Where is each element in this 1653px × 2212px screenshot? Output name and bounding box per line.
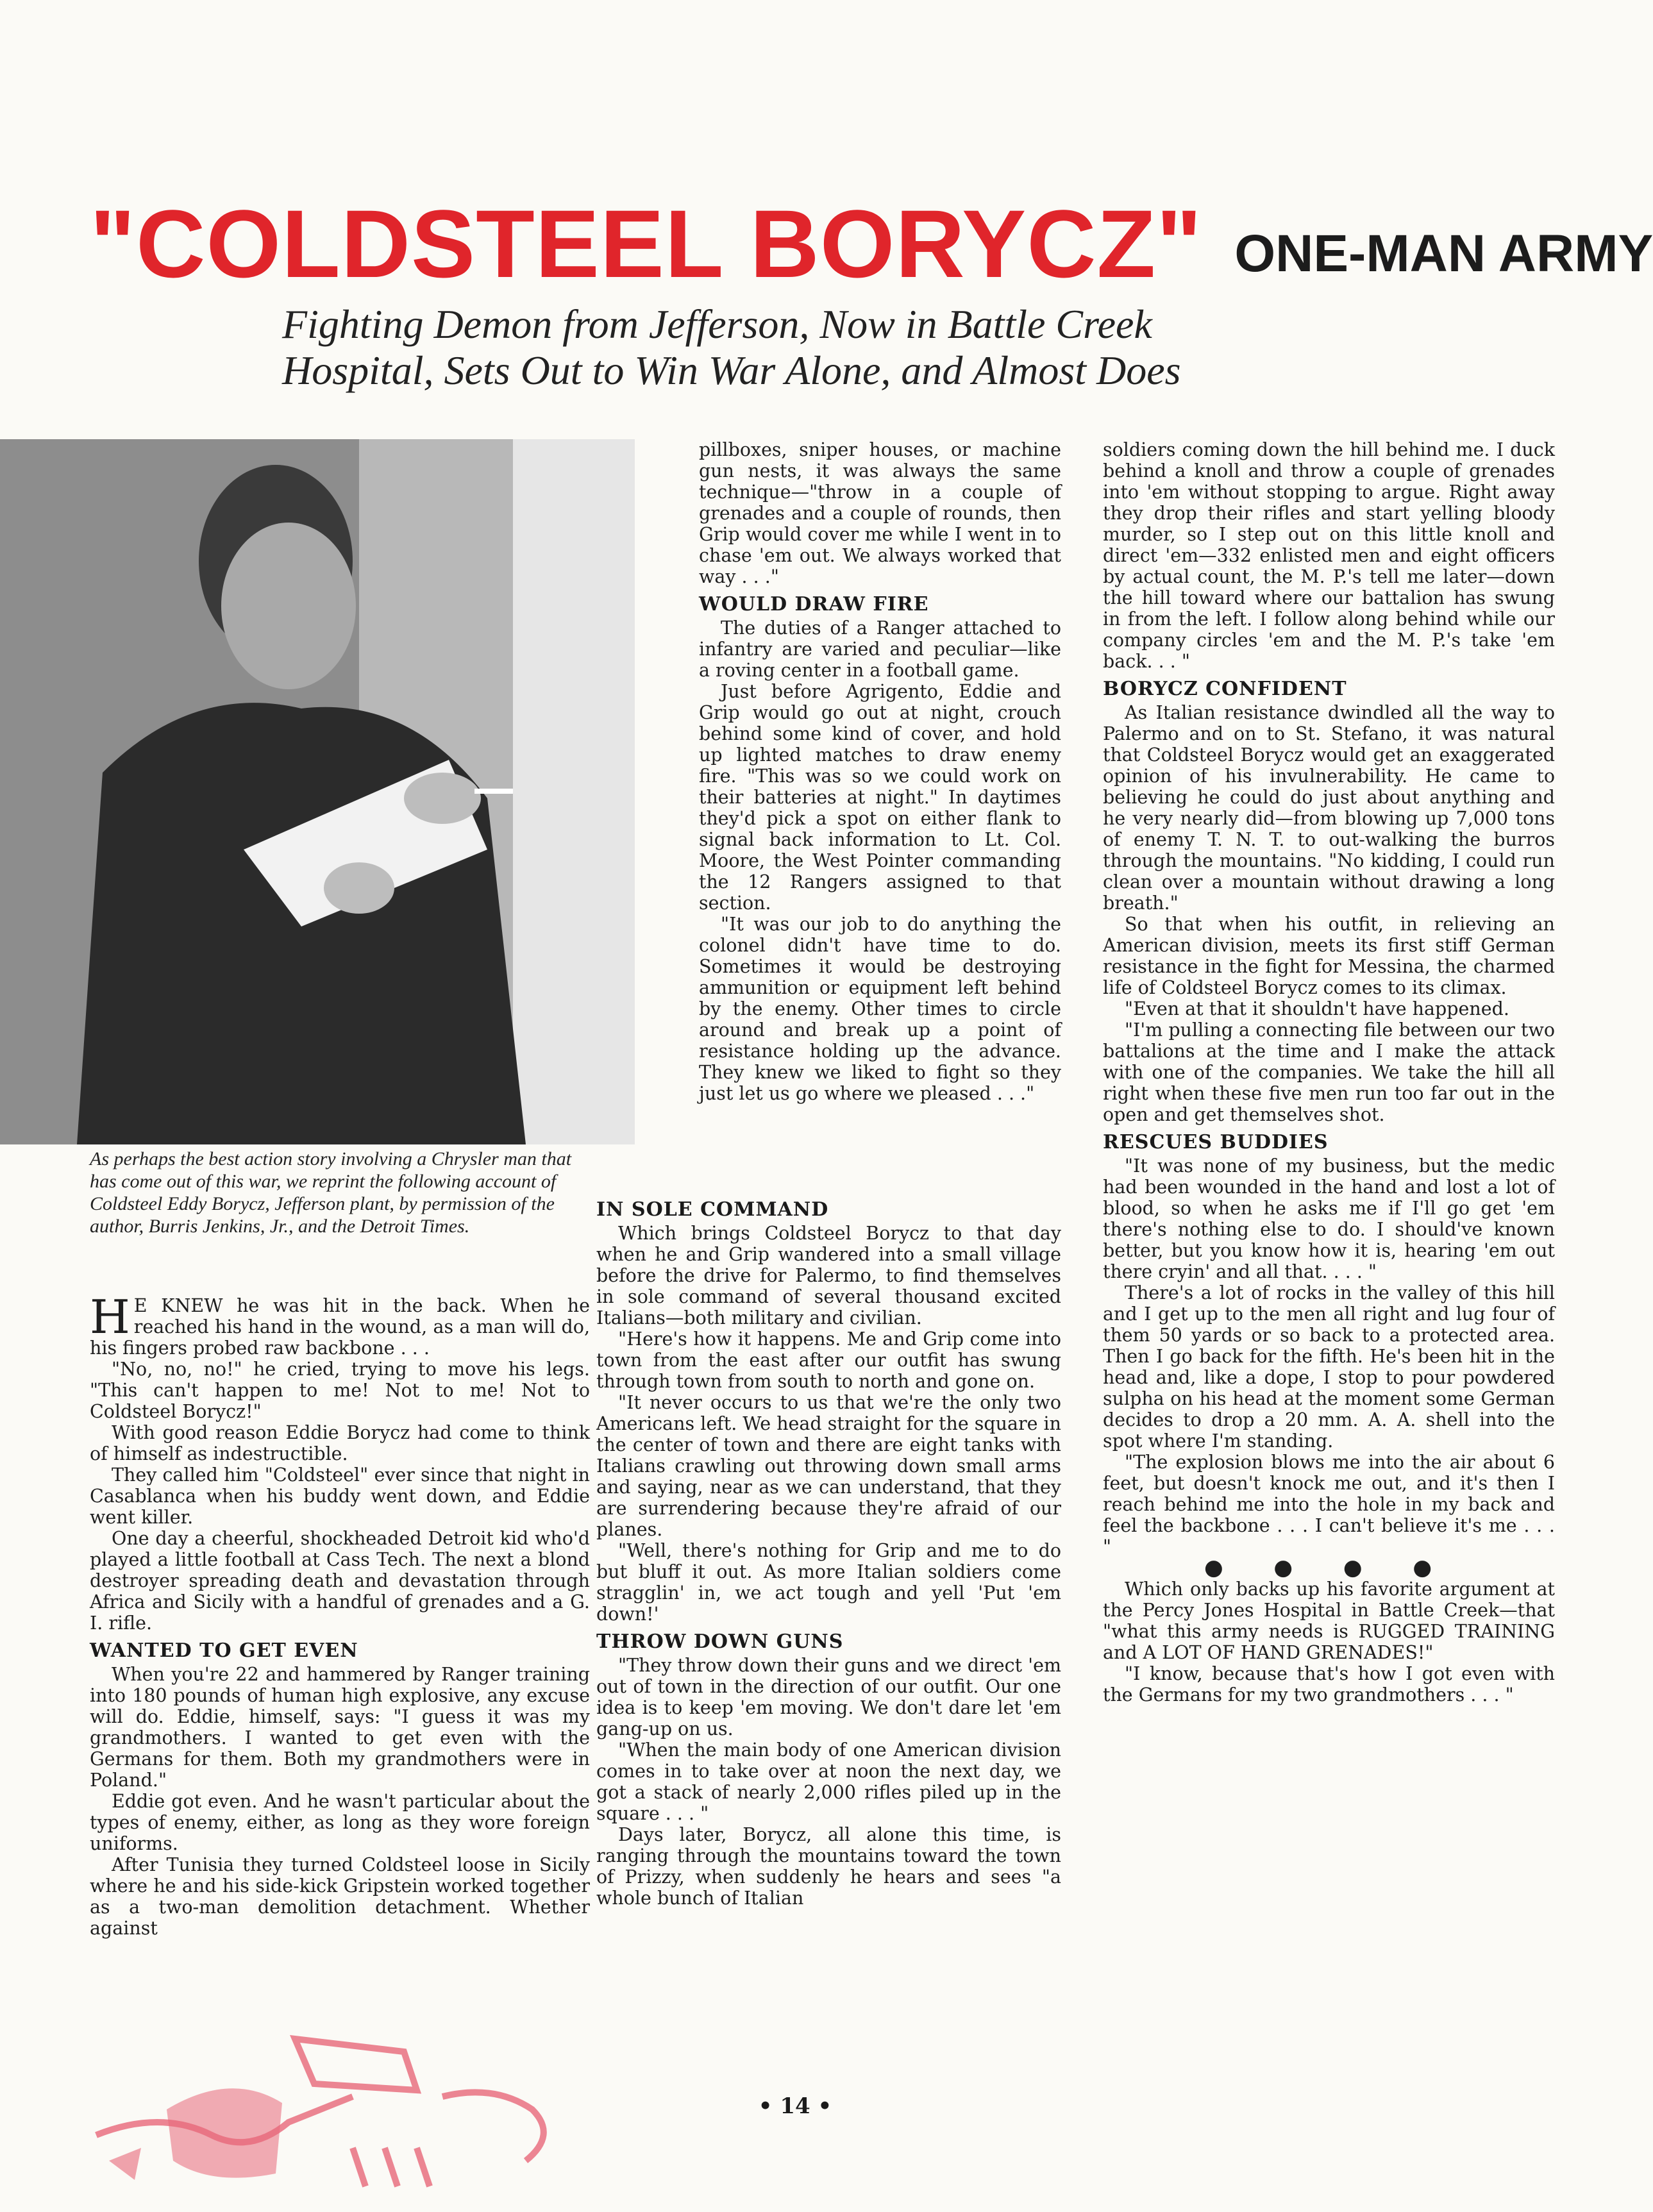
- paragraph: "The explosion blows me into the air about 6 feet, but doesn't knock me out, and it's then I reach behind me into the hole in my back and feel the backbone . . . I can't believe it's me . . . ": [1103, 1452, 1555, 1557]
- page-number: • 14 •: [758, 2093, 832, 2119]
- section-heading: IN SOLE COMMAND: [596, 1198, 829, 1221]
- paragraph: So that when his outfit, in relieving an American division, meets its first stiff German resistance in the fight for Messina, the charmed life of Coldsteel Borycz comes to its climax.: [1103, 914, 1555, 998]
- paragraph: "They throw down their guns and we direct 'em out of town in the direction of our outfit. Our one idea is to keep 'em moving. We don't dare let 'em gang-up on us.: [596, 1655, 1061, 1739]
- bullet-separator: ● ● ● ●: [1204, 1555, 1454, 1580]
- column-1: [90, 1290, 590, 1939]
- paragraph: Eddie got even. And he wasn't particular about the types of enemy, either, as long as they wore foreign uniforms.: [90, 1791, 590, 1854]
- paragraph: They called him "Coldsteel" ever since that night in Casablanca when his buddy went down, and Eddie went killer.: [90, 1464, 590, 1528]
- section-heading: RESCUES BUDDIES: [1103, 1131, 1329, 1153]
- paragraph: "It never occurs to us that we're the only two Americans left. We head straight for the square in the center of town and there are eight tanks with Italians crawling out throwing down small arms and saying, near as we can understand, that they are surrendering because they're afraid of our planes.: [596, 1392, 1061, 1540]
- photo-caption: As perhaps the best action story involving a Chrysler man that has come out of this war, we reprint the following account of Coldsteel Eddy Borycz, Jefferson plant, by permission of the author, Burris Jenkins, Jr., and the Detroit Times.: [90, 1148, 572, 1237]
- paragraph: There's a lot of rocks in the valley of this hill and I get up to the men all right and lug four of them 50 yards or so back to a protected area. Then I go back for the fifth. He's been hit in the head and, like a dope, I stop to pour powdered sulpha on his head at the moment some German decides to drop a 20 mm. A. A. shell into the spot where I'm standing.: [1103, 1282, 1555, 1452]
- paragraph: Just before Agrigento, Eddie and Grip would go out at night, crouch behind some kind of cover, and hold up lighted matches to draw enemy fire. "This was so we could work on their batteries at night." In daytimes they'd pick a spot on either flank to signal back information to Lt. Col. Moore, the West Pointer commanding the 12 Rangers assigned to that section.: [699, 681, 1061, 914]
- headline-side: ONE-MAN ARMY: [1234, 224, 1653, 283]
- paragraph: After Tunisia they turned Coldsteel loose in Sicily where he and his side-kick Gripstein worked together as a two-man demolition detachment. Whether against: [90, 1854, 590, 1939]
- paragraph: "Well, there's nothing for Grip and me to do but bluff it out. As more Italian soldiers come stragglin' in, we act tough and yell 'Put 'em down!': [596, 1540, 1061, 1625]
- column-2-top: [699, 439, 1061, 1104]
- headline-main: "COLDSTEEL BORYCZ": [90, 190, 1203, 297]
- drop-cap: H: [90, 1290, 130, 1344]
- column-3: [1103, 439, 1555, 1705]
- stamp-watermark-icon: [83, 1943, 596, 2199]
- paragraph: "I know, because that's how I got even with the Germans for my two grandmothers . . . ": [1103, 1663, 1555, 1705]
- paragraph: One day a cheerful, shockheaded Detroit kid who'd played a little football at Cass Tech. The next a blond destroyer spreading death and devastation through Africa and Sicily with a handful of grenades and a G. I. rifle.: [90, 1528, 590, 1634]
- paragraph: "I'm pulling a connecting file between our two battalions at the time and I make the attack with one of the companies. We take the hill all right when these five men run too far out in the open and get themselves shot.: [1103, 1019, 1555, 1125]
- paragraph: Days later, Borycz, all alone this time, is ranging through the mountains toward the town of Prizzy, when suddenly he hears and sees "a whole bunch of Italian: [596, 1824, 1061, 1909]
- paragraph: "Even at that it shouldn't have happened.: [1125, 998, 1509, 1019]
- paragraph: pillboxes, sniper houses, or machine gun nests, it was always the same technique—"throw in a couple of grenades and a couple of rounds, then Grip would cover me while I went in to chase 'em out. We always worked that way . . .": [699, 439, 1061, 587]
- paragraph: "No, no, no!" he cried, trying to move his legs. "This can't happen to me! Not to me! Not to Coldsteel Borycz!": [90, 1359, 590, 1422]
- paragraph: When you're 22 and hammered by Ranger training into 180 pounds of human high explosive, any excuse will do. Eddie, himself, says: "I guess it was my grandmothers. I wanted to get even with the Germans for them. Both my grandmothers were in Poland.": [90, 1664, 590, 1791]
- column-2-bottom: [596, 1193, 1061, 1909]
- portrait-illustration: [0, 439, 635, 1144]
- section-heading: WANTED TO GET EVEN: [90, 1639, 358, 1662]
- lead-paragraph: H E KNEW he was hit in the back. When he reached his hand in the wound, as a man will do, his fingers probed raw backbone . . .: [90, 1290, 590, 1359]
- paragraph: "It was none of my business, but the medic had been wounded in the hand and lost a lot of blood, so when he asks me if I'll go get 'em there's nothing else to do. I should've known better, but you know how it is, hearing 'em out there cryin' and all that. . . . ": [1103, 1155, 1555, 1282]
- paragraph: Which brings Coldsteel Borycz to that day when he and Grip wandered into a small village before the drive for Palermo, to find themselves in sole command of several thousand excited Italians—both military and civilian.: [596, 1223, 1061, 1328]
- section-heading: WOULD DRAW FIRE: [699, 593, 929, 616]
- paragraph: As Italian resistance dwindled all the way to Palermo and on to St. Stefano, it was natural that Coldsteel Borycz would get an exaggerated opinion of his invulnerability. He came to believing he could do just about anything and he very nearly did—from blowing up 7,000 tons of enemy T. N. T. to out-walking the burros through the mountains. "No kidding, I could run clean over a mountain without drawing a long breath.": [1103, 702, 1555, 914]
- paragraph: "When the main body of one American division comes in to take over at noon the next day, we got a stack of nearly 2,000 rifles piled up in the square . . . ": [596, 1739, 1061, 1824]
- paragraph: The duties of a Ranger attached to infantry are varied and peculiar—like a roving center in a football game.: [699, 617, 1061, 681]
- headline-row: [90, 163, 1653, 297]
- section-heading: BORYCZ CONFIDENT: [1103, 678, 1347, 700]
- subtitle: [282, 301, 1436, 394]
- subtitle-line-1: Fighting Demon from Jefferson, Now in Battle Creek: [282, 301, 1152, 347]
- paragraph: "Here's how it happens. Me and Grip come into town from the east after our outfit has swung through town from south to north and gone on.: [596, 1328, 1061, 1392]
- paragraph: "It was our job to do anything the colonel didn't have time to do. Sometimes it would be destroying ammunition or equipment left behind by the enemy. Other times to circle around and break up a point of resistance holding up the advance. They knew we liked to fight so they just let us go where we pleased . . .": [699, 914, 1061, 1104]
- paragraph: Which only backs up his favorite argument at the Percy Jones Hospital in Battle Creek—that "what this army needs is RUGGED TRAINING and A LOT OF HAND GRENADES!": [1103, 1579, 1555, 1663]
- paragraph: With good reason Eddie Borycz had come to think of himself as indestructible.: [90, 1422, 590, 1464]
- section-heading: THROW DOWN GUNS: [596, 1630, 844, 1653]
- subtitle-line-2: Hospital, Sets Out to Win War Alone, and Almost Does: [282, 348, 1181, 393]
- paragraph: soldiers coming down the hill behind me. I duck behind a knoll and throw a couple of grenades into 'em without stopping to argue. Right away they drop their rifles and start yelling bloody murder, so I step out on this little knoll and direct 'em—332 enlisted men and eight officers by actual count, the M. P.'s tell me later—down the hill toward where our battalion has swung in from the left. I follow along behind while our company circles 'em and the M. P.'s take 'em back. . . ": [1103, 439, 1555, 672]
- portrait-photo: [0, 439, 635, 1144]
